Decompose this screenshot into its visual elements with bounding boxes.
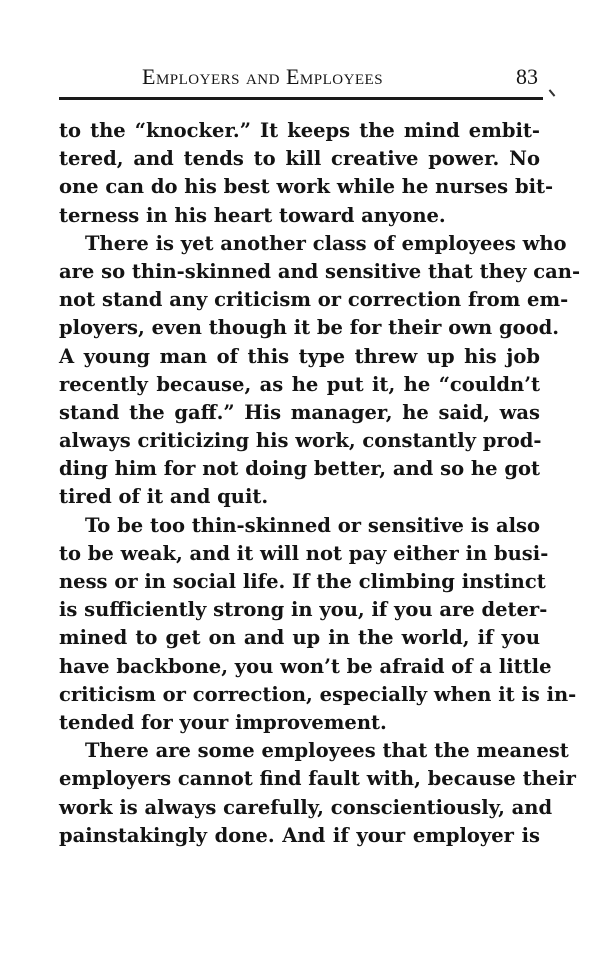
text-line: mined to get on and up in the world, if you [59,626,540,650]
text-line: have backbone, you won’t be afraid of a little [59,654,552,678]
running-head [60,64,540,92]
text-line: A young man of this type threw up his job [59,344,540,368]
text-line: painstakingly done. And if your employer is [59,823,540,847]
text-line: To be too thin-skinned or sensitive is also [85,513,540,537]
text-line: tered, and tends to kill creative power. No [59,147,540,171]
text-line: criticism or correction, especially when it is in- [59,682,577,706]
paragraph [59,512,577,738]
paragraph [59,117,554,230]
text-line: ployers, even though it be for their own good. [59,316,560,340]
paragraph [59,230,581,512]
text-line: ness or in social life. If the climbing instinct [59,570,546,593]
text-line: to be weak, and it will not pay either in busi- [59,541,549,565]
header-rule [59,97,543,100]
text-line: are so thin-skinned and sensitive that they can- [59,259,581,283]
text-line: is sufficiently strong in you, if you are deter- [59,598,548,622]
text-line: not stand any criticism or correction from em- [59,288,569,312]
body-text [59,117,581,850]
text-line: tended for your improvement. [59,710,387,734]
text-line: terness in his heart toward anyone. [59,203,446,227]
text-line: to the “knocker.” It keeps the mind embit- [59,119,540,142]
text-line: stand the gaff.” His manager, he said, was [59,400,540,424]
text-line: one can do his best work while he nurses bit- [59,175,554,199]
text-line: recently because, as he put it, he “couldn’t [59,372,540,396]
stray-mark [549,89,556,96]
text-line: There is yet another class of employees who [85,231,567,255]
text-line: There are some employees that the meanest [85,739,569,763]
text-line: ding him for not doing better, and so he got [59,457,540,481]
text-line: work is always carefully, conscientiously, and [59,795,553,819]
text-line: tired of it and quit. [59,485,269,509]
page-number: 83 [516,64,538,89]
text-line: employers cannot find fault with, because their [59,767,576,791]
paragraph [59,737,576,850]
running-title: Employers and Employees [142,64,384,89]
text-line: always criticizing his work, constantly prod- [59,429,542,453]
